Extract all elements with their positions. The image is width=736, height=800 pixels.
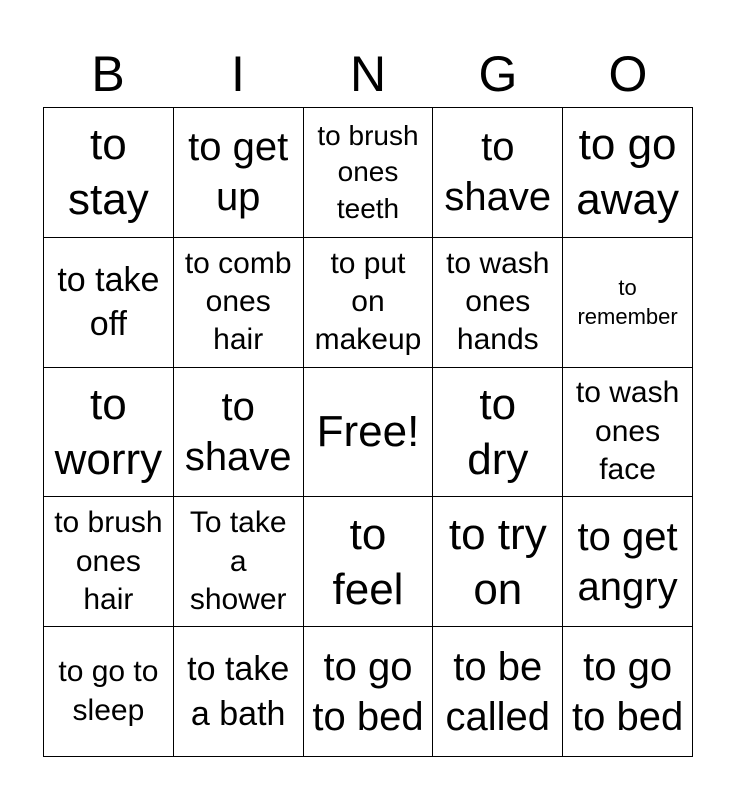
bingo-cell-label: to dry bbox=[467, 379, 529, 484]
bingo-cell-label: to go to bed bbox=[312, 644, 424, 739]
bingo-cell-label: to take a bath bbox=[187, 650, 290, 733]
bingo-cell-label: to get up bbox=[188, 125, 289, 220]
bingo-cell-label: to brush ones hair bbox=[54, 506, 163, 616]
bingo-cell-r4-c2[interactable] bbox=[174, 497, 304, 627]
bingo-cell-label: to shave bbox=[184, 384, 292, 479]
bingo-cell-r5-c3[interactable] bbox=[304, 627, 434, 757]
bingo-cell-label: to go away bbox=[576, 120, 679, 225]
bingo-cell-label: to wash ones face bbox=[575, 376, 680, 487]
bingo-cell-r1-c3[interactable] bbox=[304, 108, 434, 238]
bingo-cell-r5-c1[interactable] bbox=[44, 627, 174, 757]
bingo-cell-r3-c5[interactable] bbox=[563, 368, 693, 498]
header-letter-g: G bbox=[478, 46, 518, 102]
bingo-cell-r3-c1[interactable] bbox=[44, 368, 174, 498]
bingo-cell-label: to shave bbox=[444, 125, 552, 220]
bingo-cell-r1-c5[interactable] bbox=[563, 108, 693, 238]
bingo-cell-label: to be called bbox=[445, 644, 551, 739]
bingo-cell-r2-c1[interactable] bbox=[44, 238, 174, 368]
header-letter-i: I bbox=[231, 46, 245, 102]
bingo-cell-r4-c3[interactable] bbox=[304, 497, 434, 627]
bingo-cell-label: Free! bbox=[316, 407, 420, 457]
bingo-cell-label: to put on makeup bbox=[314, 246, 422, 357]
bingo-cell-r4-c1[interactable] bbox=[44, 497, 174, 627]
bingo-cell-r1-c1[interactable] bbox=[44, 108, 174, 238]
header-letter-b: B bbox=[91, 46, 125, 102]
bingo-cell-r1-c4[interactable] bbox=[433, 108, 563, 238]
bingo-cell-label: to brush ones teeth bbox=[317, 119, 419, 224]
bingo-cell-r5-c5[interactable] bbox=[563, 627, 693, 757]
bingo-cell-label: to wash ones hands bbox=[446, 246, 550, 357]
bingo-cell-label: to go to bed bbox=[571, 644, 684, 739]
bingo-cell-r4-c5[interactable] bbox=[563, 497, 693, 627]
bingo-cell-label: to worry bbox=[54, 379, 163, 484]
bingo-cell-r2-c2[interactable] bbox=[174, 238, 304, 368]
bingo-cell-r1-c2[interactable] bbox=[174, 108, 304, 238]
bingo-cell-r2-c4[interactable] bbox=[433, 238, 563, 368]
bingo-cell-label: to stay bbox=[68, 120, 149, 225]
bingo-cell-r5-c4[interactable] bbox=[433, 627, 563, 757]
bingo-cell-r3-c3[interactable] bbox=[304, 368, 434, 498]
bingo-cell-r2-c5[interactable] bbox=[563, 238, 693, 368]
bingo-cell-label: to get angry bbox=[577, 514, 678, 609]
bingo-cell-label: to try on bbox=[448, 509, 547, 614]
bingo-cell-r2-c3[interactable] bbox=[304, 238, 434, 368]
bingo-cell-label: to go to sleep bbox=[58, 655, 159, 727]
header-letter-n: N bbox=[349, 46, 387, 102]
bingo-cell-r4-c4[interactable] bbox=[433, 497, 563, 627]
bingo-cell-label: to remember bbox=[577, 274, 678, 330]
bingo-cell-r3-c2[interactable] bbox=[174, 368, 304, 498]
bingo-header bbox=[43, 42, 693, 106]
bingo-cell-label: to take off bbox=[57, 261, 160, 344]
bingo-card-grid bbox=[43, 107, 693, 757]
header-letter-o: O bbox=[608, 46, 648, 102]
bingo-cell-label: To take a shower bbox=[189, 506, 287, 616]
bingo-cell-label: to comb ones hair bbox=[184, 246, 292, 357]
bingo-cell-label: to feel bbox=[332, 509, 404, 614]
bingo-cell-r3-c4[interactable] bbox=[433, 368, 563, 498]
bingo-cell-r5-c2[interactable] bbox=[174, 627, 304, 757]
